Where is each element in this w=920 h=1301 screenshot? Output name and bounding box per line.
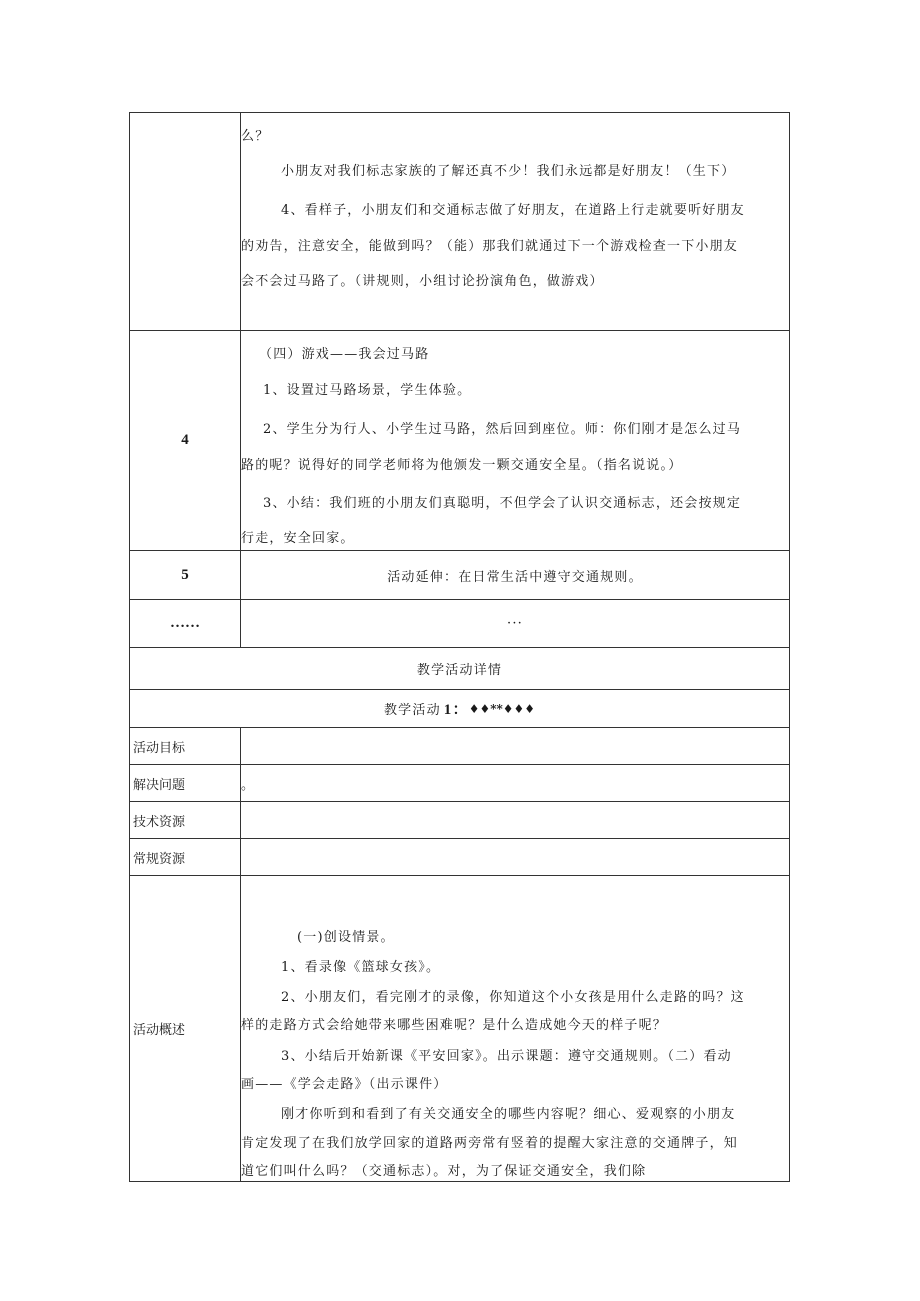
details-heading: 教学活动详情 [416,663,503,678]
ellipsis-right: ··· [507,616,523,631]
ellipsis-row [130,600,789,648]
activity-heading [130,690,789,727]
tech-value [241,802,789,838]
continued-row [130,113,789,331]
text-line: 么？ [241,129,270,144]
text-line: 4、看样子，小朋友们和交通标志做了好朋友，在道路上行走就要听好朋友 [281,203,745,218]
regular-value [241,839,789,875]
problem-row [130,765,789,802]
text-line: 3、小结：我们班的小朋友们真聪明，不但学会了认识交通标志，还会按规定 [263,496,742,511]
lesson-table [129,112,790,1182]
activity-heading-row [130,690,789,728]
step-number: 4 [181,432,189,448]
step-4-row [130,331,789,551]
text-line: 肯定发现了在我们放学回家的道路两旁常有竖着的提醒大家注意的交通牌子，知 [241,1136,739,1151]
step-4-content [241,331,789,550]
step-number: 5 [181,566,189,583]
text-line: 样的走路方式会给她带来哪些困难呢？是什么造成她今天的样子呢？ [241,1018,668,1033]
continued-cell [241,113,789,330]
text-line: 1、看录像《篮球女孩》。 [281,960,441,975]
text-line: (一)创设情景。 [297,930,395,945]
text-line: 路的呢？说得好的同学老师将为他颁发一颗交通安全星。（指名说说。） [241,458,683,473]
text-line: 的劝告，注意安全，能做到吗？（能）那我们就通过下一个游戏检查一下小朋友 [241,239,739,254]
text-line: 刚才你听到和看到了有关交通安全的哪些内容呢？细心、爱观察的小朋友 [281,1107,736,1122]
text-line: 小朋友对我们标志家族的了解还真不少！我们永远都是好朋友！（生下） [281,164,736,179]
activity-heading-symbols: ♦♦**♦♦♦ [468,701,536,716]
regular-row [130,839,789,876]
tech-label: 技术资源 [133,814,186,830]
ellipsis-left: …… [170,615,200,631]
text-line: 2、小朋友们，看完刚才的录像，你知道这个小女孩是用什么走路的吗？这 [281,990,745,1005]
text-line: 2、学生分为行人、小学生过马路，然后回到座位。师：你们刚才是怎么过马 [263,422,742,437]
text-line: 3、小结后开始新课《平安回家》。出示课题：遵守交通规则。（二）看动 [281,1049,732,1064]
text-line: 道它们叫什么吗？（交通标志）。对，为了保证交通安全，我们除 [241,1164,647,1179]
activity-heading-prefix: 教学活动 [383,703,441,718]
step-5-text: 活动延伸：在日常生活中遵守交通规则。 [387,569,643,585]
details-heading-row [130,648,789,690]
problem-label: 解决问题 [133,777,186,793]
problem-value: 。 [241,778,255,793]
text-line: 行走，安全回家。 [241,531,355,546]
overview-content [241,876,789,1181]
text-line: 画——《学会走路》（出示课件） [241,1077,448,1092]
ellipsis-right-cell [241,600,789,647]
goal-label: 活动目标 [133,740,186,756]
step-5-content [241,551,789,599]
regular-label: 常规资源 [133,851,186,867]
overview-label: 活动概述 [133,1023,186,1038]
text-line: 1、设置过马路场景，学生体验。 [263,383,472,398]
step-5-row [130,551,789,600]
goal-value [241,728,789,764]
text-line: （四）游戏——我会过马路 [259,347,430,362]
activity-heading-number: 1： [443,702,469,718]
overview-row [130,876,789,1181]
goal-row [130,728,789,765]
text-line: 会不会过马路了。（讲规则，小组讨论扮演角色，做游戏） [241,274,604,289]
tech-row [130,802,789,839]
problem-value-cell [241,765,789,801]
